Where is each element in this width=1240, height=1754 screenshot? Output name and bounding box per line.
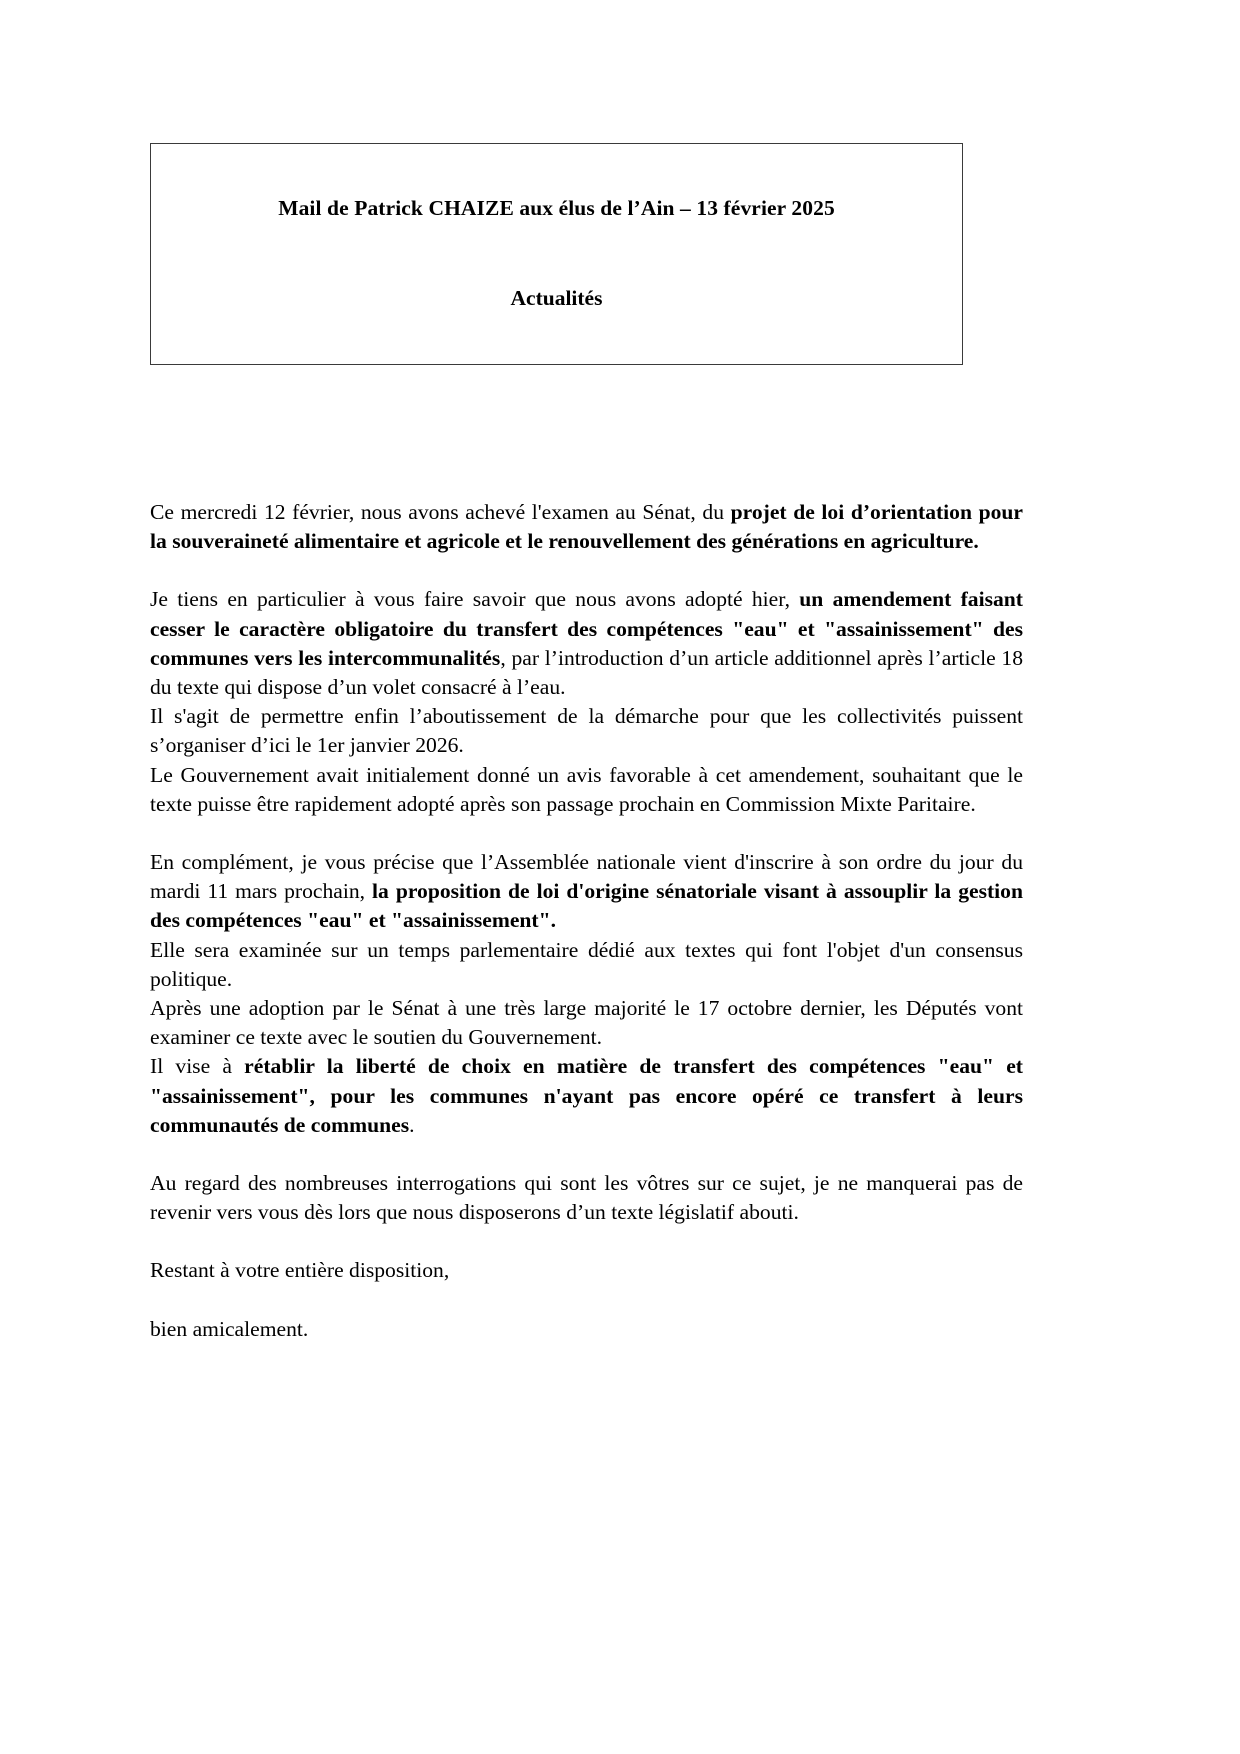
paragraph-1-bold: projet de loi d’orientation pour la souveraineté alimentaire et agricole et le renouvellement des générations en agriculture. (150, 500, 1023, 554)
paragraph-5-lead: En complément, je vous précise que l’Assemblée nationale vient d'inscrire à son ordre du jour du mardi 11 mars prochain, (150, 850, 1023, 904)
paragraph-9: Au regard des nombreuses interrogations qui sont les vôtres sur ce sujet, je ne manquerai pas de revenir vers vous dès lors que nous disposerons d’un texte législatif abouti. (150, 1171, 1023, 1225)
paragraph-2-lead: Je tiens en particulier à vous faire savoir que nous avons adopté hier, (150, 587, 800, 612)
header-box (150, 143, 963, 365)
paragraph-5 (150, 848, 1023, 936)
paragraph-6: Elle sera examinée sur un temps parlementaire dédié aux textes qui font l'objet d'un consensus politique. (150, 937, 1023, 991)
paragraph-2 (150, 585, 1023, 702)
closing-line: Restant à votre entière disposition, (150, 1258, 450, 1283)
paragraph-7: Après une adoption par le Sénat à une très large majorité le 17 octobre dernier, les Députés vont examiner ce texte avec le soutien du Gouvernement. (150, 996, 1023, 1050)
letter-body (150, 498, 1023, 1344)
paragraph-3: Il s'agit de permettre enfin l’aboutissement de la démarche pour que les collectivités puissent s’organiser d’ici le 1er janvier 2026. (150, 704, 1023, 758)
page-title: Mail de Patrick CHAIZE aux élus de l’Ain – 13 février 2025 (278, 196, 835, 220)
paragraph-8-bold: rétablir la liberté de choix en matière de transfert des compétences "eau" et "assainissement", pour les communes n'ayant pas encore opéré ce transfert à leurs communautés de communes (150, 1054, 1023, 1137)
paragraph-4: Le Gouvernement avait initialement donné un avis favorable à cet amendement, souhaitant que le texte puisse être rapidement adopté après son passage prochain en Commission Mixte Paritaire. (150, 762, 1023, 816)
paragraph-1-lead: Ce mercredi 12 février, nous avons achevé l'examen au Sénat, du (150, 500, 731, 524)
paragraph-2-bold: un amendement faisant cesser le caractère obligatoire du transfert des compétences "eau" et "assainissement" des communes vers les intercommunalités (150, 587, 1023, 670)
paragraph-2-tail: , par l’introduction d’un article additionnel après l’article 18 du texte qui dispose d’un volet consacré à l’eau. (150, 645, 1023, 700)
paragraph-5-bold: la proposition de loi d'origine sénatoriale visant à assouplir la gestion des compétences "eau" et "assainissement". (150, 879, 1023, 933)
paragraph-1 (150, 498, 1023, 556)
paragraph-8-tail: . (409, 1112, 415, 1137)
paragraph-8-lead: Il vise à (150, 1054, 245, 1079)
paragraph-8 (150, 1052, 1023, 1140)
page-subtitle: Actualités (510, 286, 603, 310)
signature-line: bien amicalement. (150, 1316, 309, 1341)
